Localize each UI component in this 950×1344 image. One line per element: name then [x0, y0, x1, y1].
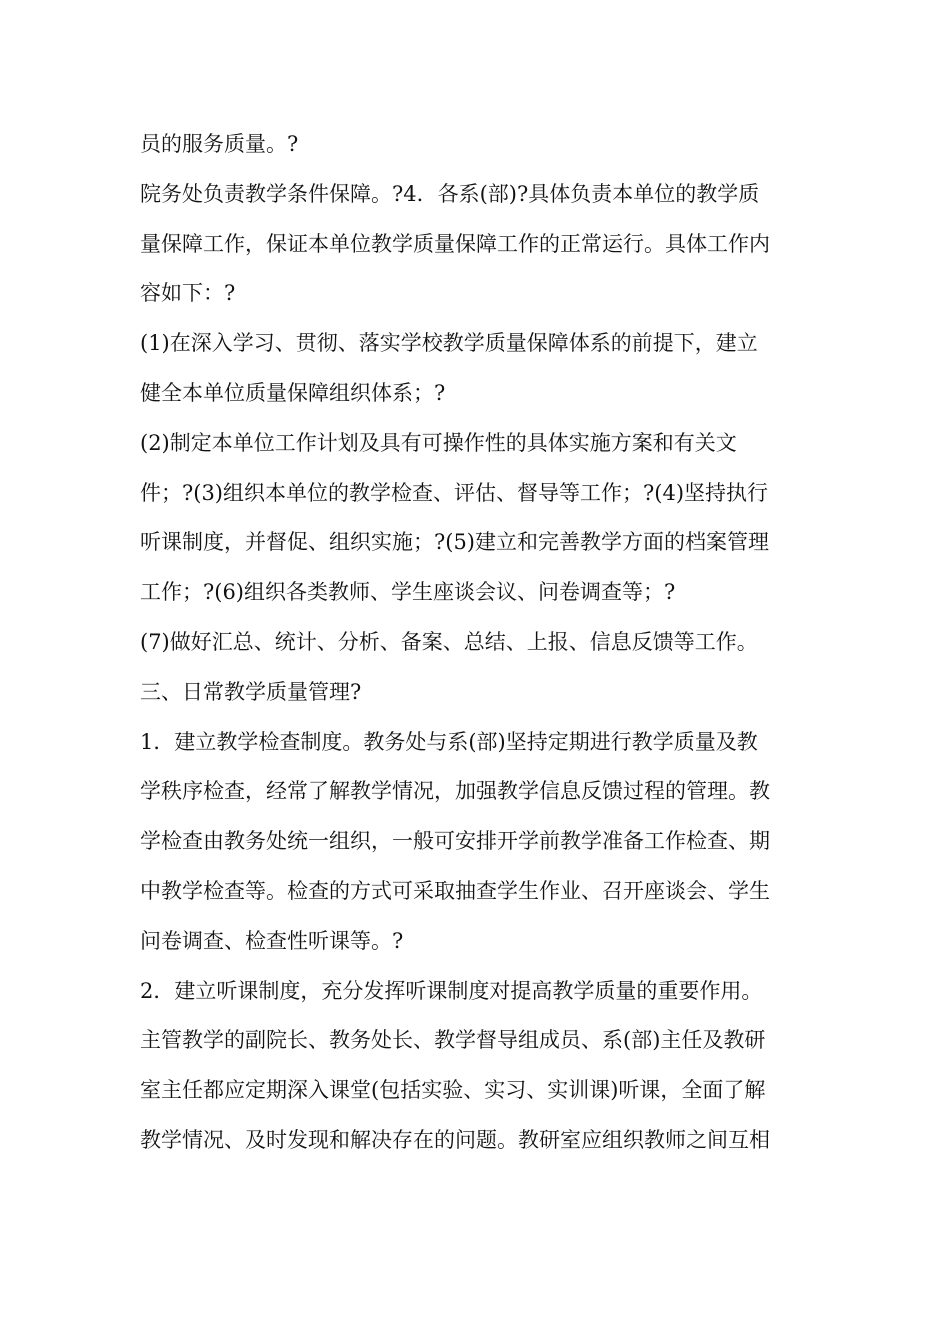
text-line: 工作；?(6)组织各类教师、学生座谈会议、问卷调查等；?	[140, 580, 676, 605]
text-line: (2)制定本单位工作计划及具有可操作性的具体实施方案和有关文	[140, 430, 737, 455]
text-line: 员的服务质量。?	[140, 132, 299, 156]
document-body	[140, 120, 815, 1166]
text-line: 学秩序检查，经常了解教学情况，加强教学信息反馈过程的管理。教	[140, 779, 770, 804]
text-line: 1．建立教学检查制度。教务处与系(部)坚持定期进行教学质量及教	[140, 729, 758, 754]
text-line: (1)在深入学习、贯彻、落实学校教学质量保障体系的前提下，建立	[140, 331, 758, 356]
text-line: 量保障工作，保证本单位教学质量保障工作的正常运行。具体工作内	[140, 231, 770, 256]
text-line: 健全本单位质量保障组织体系；?	[140, 380, 446, 405]
text-line: 容如下：?	[140, 281, 236, 306]
text-line: 教学情况、及时发现和解决存在的问题。教研室应组织教师之间互相	[140, 1127, 770, 1152]
text-line: 件；?(3)组织本单位的教学检查、评估、督导等工作；?(4)坚持执行	[140, 480, 769, 505]
section-heading: 三、日常教学质量管理?	[140, 679, 362, 704]
text-line: 中教学检查等。检查的方式可采取抽查学生作业、召开座谈会、学生	[140, 878, 770, 903]
text-line: 主管教学的副院长、教务处长、教学督导组成员、系(部)主任及教研	[140, 1028, 766, 1053]
text-line: (7)做好汇总、统计、分析、备案、总结、上报、信息反馈等工作。	[140, 629, 758, 654]
text-line: 2．建立听课制度，充分发挥听课制度对提高教学质量的重要作用。	[140, 978, 763, 1003]
text-line: 问卷调查、检查性听课等。?	[140, 928, 404, 953]
text-line: 学检查由教务处统一组织，一般可安排开学前教学准备工作检查、期	[140, 829, 770, 854]
text-line: 院务处负责教学条件保障。?4．各系(部)?具体负责本单位的教学质	[140, 181, 760, 206]
text-line: 室主任都应定期深入课堂(包括实验、实习、实训课)听课，全面了解	[140, 1078, 766, 1103]
text-line: 听课制度，并督促、组织实施；?(5)建立和完善教学方面的档案管理	[140, 530, 770, 555]
